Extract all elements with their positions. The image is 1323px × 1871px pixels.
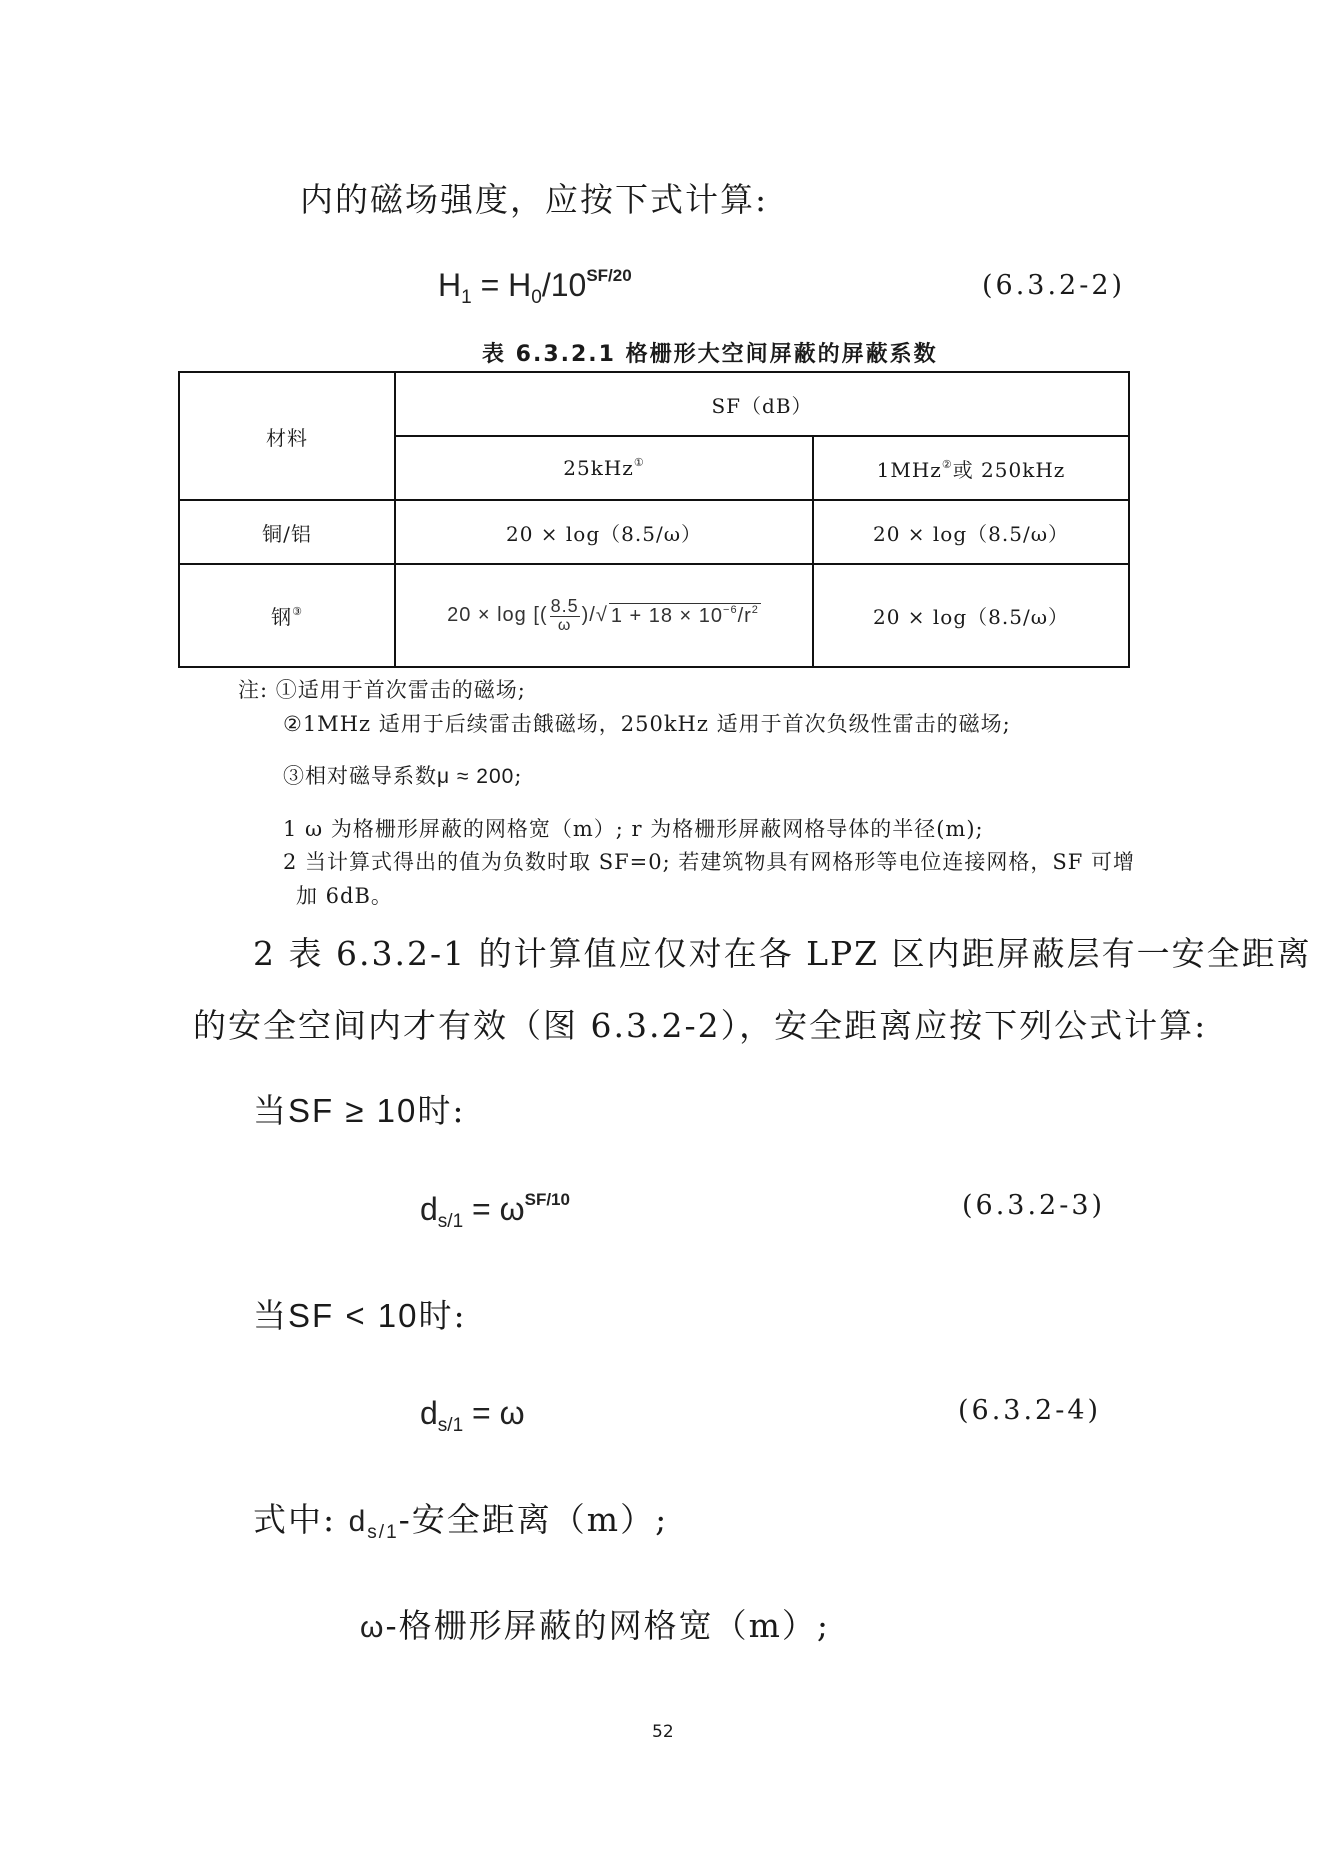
row2-1mhz: 20 × log（8.5/ω） [813, 564, 1129, 667]
header-1mhz-label-b: 或 250kHz [952, 457, 1066, 482]
row1-material: 铜/铝 [179, 500, 395, 564]
eq3-mid: = ω [463, 1191, 525, 1227]
header-25khz-mark: ① [633, 456, 645, 469]
table-row [179, 500, 1129, 564]
where-sym: d [348, 1505, 368, 1538]
eq1-lhs-sub: 1 [461, 287, 472, 308]
root-content: 1 + 18 × 10 [610, 605, 724, 627]
header-1mhz [813, 436, 1129, 500]
condition-1 [253, 1085, 465, 1132]
note-1: ①适用于首次雷击的磁场; [275, 678, 526, 702]
note-3-text: ③相对磁导系数 [283, 764, 437, 788]
row1-25khz: 20 × log（8.5/ω） [395, 500, 813, 564]
row2-material-label: 钢 [271, 605, 293, 629]
fraction-denominator: ω [557, 617, 572, 634]
eq4-rhs: = ω [463, 1395, 525, 1431]
condition-1-prefix: 当 [253, 1091, 288, 1130]
eq3-lhs-sub: s/1 [437, 1211, 464, 1232]
eq1-mid-sub: 0 [531, 287, 542, 308]
steel-formula-mid: )/√ [581, 604, 608, 626]
root-tail-exponent: 2 [751, 604, 759, 616]
condition-2-suffix: 时: [418, 1296, 467, 1335]
eq3-sup: SF/10 [524, 1190, 570, 1209]
eq1-number: (6.3.2-2) [982, 270, 1126, 301]
header-25khz [395, 436, 813, 500]
row1-1mhz: 20 × log（8.5/ω） [813, 500, 1129, 564]
header-sf: SF（dB） [395, 372, 1129, 436]
where-sub: s/1 [367, 1522, 399, 1543]
note-3-formula: μ ≈ 200 [437, 765, 515, 788]
steel-formula-root [609, 603, 761, 628]
condition-2 [253, 1290, 467, 1337]
where-line [253, 1494, 668, 1544]
eq1-rhs: /10 [541, 267, 587, 303]
steel-formula-prefix: 20 × log [( [447, 604, 548, 626]
notes-label: 注: [238, 678, 269, 702]
row2-material-mark: ③ [292, 605, 303, 618]
header-1mhz-mark: ② [941, 457, 953, 471]
row2-25khz [395, 564, 813, 667]
where-symbol [348, 1505, 399, 1543]
root-tail: /r [737, 605, 752, 627]
note-2: ②1MHz 适用于后续雷击餓磁场，250kHz 适用于首次负级性雷击的磁场; [283, 712, 1011, 736]
row2-material [179, 564, 395, 667]
note-3-end: ; [514, 764, 523, 788]
header-material: 材料 [179, 372, 395, 500]
shielding-factor-table [178, 371, 1130, 668]
omega-line [360, 1600, 830, 1647]
condition-2-formula: SF < 10 [288, 1297, 419, 1334]
note-4: 1 ω 为格栅形屏蔽的网格宽（m）; r 为格栅形屏蔽网格导体的半径(m); [283, 817, 984, 841]
header-1mhz-label: 1MHz [876, 457, 942, 482]
omega-text: -格栅形屏蔽的网格宽（m）; [385, 1606, 830, 1645]
eq4-number: (6.3.2-4) [958, 1395, 1102, 1426]
condition-1-suffix: 时: [417, 1091, 466, 1130]
note-3 [283, 760, 522, 790]
fraction-numerator: 8.5 [550, 596, 579, 616]
where-prefix: 式中: [253, 1500, 349, 1539]
page-number: 52 [652, 1722, 674, 1742]
steel-formula-fraction [550, 597, 580, 634]
eq3-lhs: d [420, 1191, 438, 1227]
eq1-mid: = H [471, 267, 532, 303]
eq4-lhs: d [420, 1395, 438, 1431]
eq4-lhs-sub: s/1 [437, 1415, 464, 1436]
table-caption: 表 6.3.2.1 格栅形大空间屏蔽的屏蔽系数 [482, 342, 938, 367]
equation-6-3-2-2 [438, 266, 632, 309]
equation-6-3-2-4 [420, 1395, 525, 1437]
equation-6-3-2-3 [420, 1190, 570, 1233]
where-text: -安全距离（m）; [398, 1500, 669, 1539]
condition-2-prefix: 当 [253, 1296, 288, 1335]
intro-line: 内的磁场强度，应按下式计算: [300, 180, 769, 219]
eq1-rhs-sup: SF/20 [586, 266, 632, 285]
notes-line-1 [238, 674, 526, 704]
condition-1-formula: SF ≥ 10 [288, 1092, 418, 1129]
eq1-lhs: H [438, 267, 462, 303]
para2-line-2: 的安全空间内才有效（图 6.3.2-2），安全距离应按下列公式计算: [193, 1006, 1208, 1045]
table-row [179, 564, 1129, 667]
para2-line-1: 2 表 6.3.2-1 的计算值应仅对在各 LPZ 区内距屏蔽层有一安全距离 [253, 934, 1312, 973]
note-5b: 加 6dB。 [296, 884, 393, 908]
steel-formula [447, 597, 761, 634]
omega-symbol: ω [360, 1611, 386, 1644]
header-25khz-label: 25kHz [563, 456, 634, 480]
note-5a: 2 当计算式得出的值为负数时取 SF=0; 若建筑物具有网格形等电位连接网格，SF 可增 [283, 850, 1136, 874]
eq3-number: (6.3.2-3) [962, 1190, 1106, 1221]
root-exponent: −6 [723, 604, 738, 616]
